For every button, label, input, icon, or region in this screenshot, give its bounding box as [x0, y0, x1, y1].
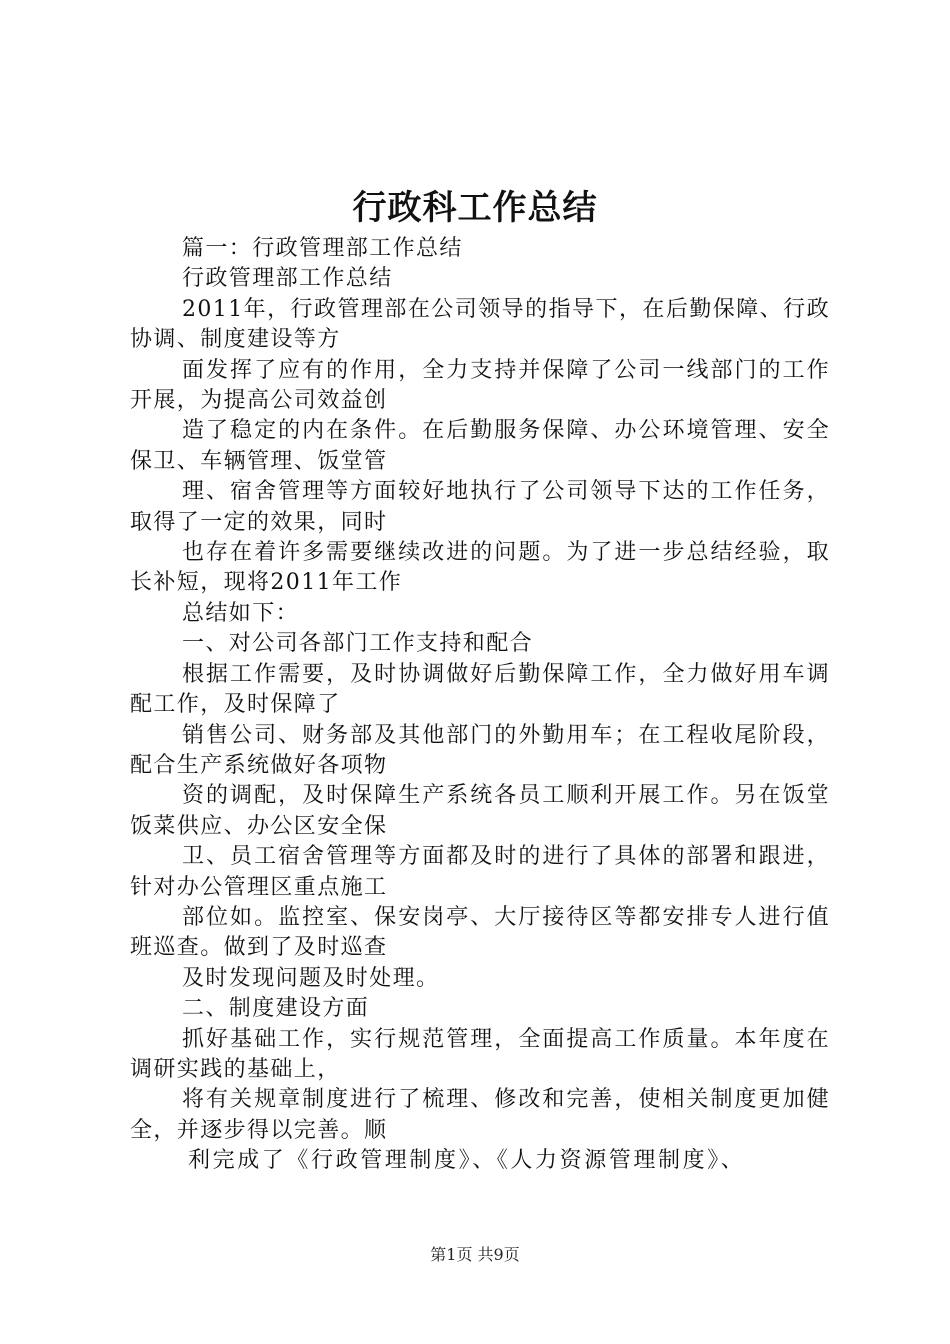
- paragraph: 2011年，行政管理部在公司领导的指导下，在后勤保障、行政协调、制度建设等方: [130, 296, 830, 353]
- document-title: 行政科工作总结: [352, 188, 598, 228]
- paragraph: 行政管理部工作总结: [182, 266, 393, 292]
- paragraph: 面发挥了应有的作用，全力支持并保障了公司一线部门的工作开展，为提高公司效益创: [130, 357, 830, 414]
- paragraph: 总结如下：: [182, 600, 300, 626]
- paragraph: 根据工作需要，及时协调做好后勤保障工作，全力做好用车调配工作，及时保障了: [130, 661, 830, 718]
- paragraph: 卫、员工宿舍管理等方面都及时的进行了具体的部署和跟进，针对办公管理区重点施工: [130, 844, 830, 900]
- section-heading: 二、制度建设方面: [182, 996, 370, 1022]
- paragraph: 理、宿舍管理等方面较好地执行了公司领导下达的工作任务，取得了一定的效果，同时: [130, 479, 830, 535]
- paragraph: 抓好基础工作，实行规范管理，全面提高工作质量。本年度在调研实践的基础上，: [130, 1026, 830, 1082]
- paragraph: 部位如。监控室、保安岗亭、大厅接待区等都安排专人进行值班巡查。做到了及时巡查: [130, 904, 830, 961]
- section-heading: 一、对公司各部门工作支持和配合: [182, 631, 534, 657]
- paragraph: 销售公司、财务部及其他部门的外勤用车；在工程收尾阶段，配合生产系统做好各项物: [130, 722, 830, 778]
- document-body: [130, 234, 830, 1177]
- paragraph: 及时发现问题及时处理。: [182, 965, 440, 991]
- paragraph: 篇一：行政管理部工作总结: [182, 236, 463, 261]
- paragraph: 造了稳定的内在条件。在后勤服务保障、办公环境管理、安全保卫、车辆管理、饭堂管: [130, 418, 830, 474]
- paragraph: 利完成了《行政管理制度》、《人力资源管理制度》、: [188, 1148, 746, 1174]
- paragraph: 将有关规章制度进行了梳理、修改和完善，使相关制度更加健全，并逐步得以完善。顺: [130, 1087, 830, 1143]
- paragraph: 资的调配，及时保障生产系统各员工顺利开展工作。另在饭堂饭菜供应、办公区安全保: [130, 783, 830, 839]
- paragraph: 也存在着许多需要继续改进的问题。为了进一步总结经验，取长补短，现将2011年工作: [130, 540, 830, 596]
- page-footer: 第1页 共9页: [430, 1245, 520, 1264]
